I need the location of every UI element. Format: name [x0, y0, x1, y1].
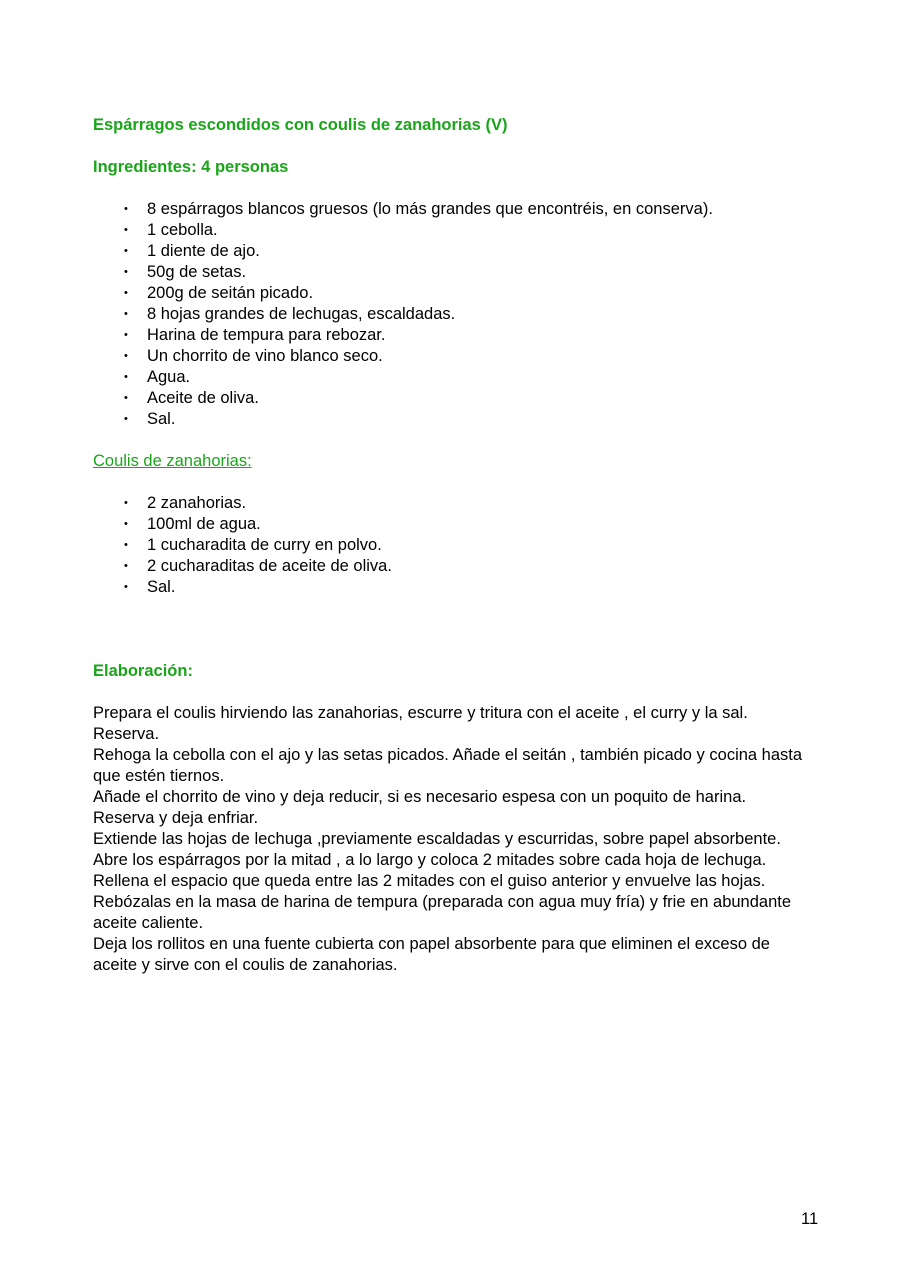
- list-item: • Sal.: [93, 409, 813, 430]
- list-item: • 100ml de agua.: [93, 514, 813, 535]
- step-paragraph: Deja los rollitos en una fuente cubierta con papel absorbente para que eliminen el exceso de aceite y sirve con el coulis de zanahorias.: [93, 935, 770, 974]
- coulis-heading: Coulis de zanahorias:: [93, 452, 252, 470]
- list-item: • 1 cucharadita de curry en polvo.: [93, 535, 813, 556]
- recipe-title: Espárragos escondidos con coulis de zanahorias (V): [93, 116, 508, 134]
- list-item: • 2 cucharaditas de aceite de oliva.: [93, 556, 813, 577]
- list-item: • 50g de setas.: [93, 262, 813, 283]
- list-item: • Agua.: [93, 367, 813, 388]
- list-item: • Un chorrito de vino blanco seco.: [93, 346, 813, 367]
- list-item: • Sal.: [93, 577, 813, 598]
- list-item: • 200g de seitán picado.: [93, 283, 813, 304]
- list-item: • Harina de tempura para rebozar.: [93, 325, 813, 346]
- step-paragraph: Rehoga la cebolla con el ajo y las setas picados. Añade el seitán , también picado y cocina hasta que estén tiernos.: [93, 746, 803, 785]
- ingredients-list: [93, 199, 813, 430]
- page-number: 11: [801, 1210, 819, 1228]
- step-paragraph: Rebózalas en la masa de harina de tempura (preparada con agua muy fría) y frie en abundante aceite caliente.: [93, 893, 792, 932]
- ingredients-heading: Ingredientes: 4 personas: [93, 158, 289, 176]
- coulis-ingredients-list: [93, 493, 813, 598]
- list-item: • 2 zanahorias.: [93, 493, 813, 514]
- step-paragraph: Reserva y deja enfriar.: [93, 809, 259, 827]
- elaboration-steps: [93, 703, 813, 976]
- document-page: [93, 115, 813, 976]
- step-paragraph: Añade el chorrito de vino y deja reducir, si es necesario espesa con un poquito de harina.: [93, 788, 747, 806]
- elaboration-heading: Elaboración:: [93, 662, 193, 680]
- list-item: • 1 diente de ajo.: [93, 241, 813, 262]
- list-item: • 1 cebolla.: [93, 220, 813, 241]
- list-item: • Aceite de oliva.: [93, 388, 813, 409]
- step-paragraph: Prepara el coulis hirviendo las zanahorias, escurre y tritura con el aceite , el curry y la sal. Reserva.: [93, 704, 748, 743]
- list-item: • 8 hojas grandes de lechugas, escaldadas.: [93, 304, 813, 325]
- step-paragraph: Extiende las hojas de lechuga ,previamente escaldadas y escurridas, sobre papel absorbente. Abre los espárragos por la mitad , a lo largo y coloca 2 mitades sobre cada hoja de lechuga. Rellena el espacio que queda entre las 2 mitades con el guiso anterior y envuelve las hojas.: [93, 830, 781, 890]
- list-item: • 8 espárragos blancos gruesos (lo más grandes que encontréis, en conserva).: [93, 199, 813, 220]
